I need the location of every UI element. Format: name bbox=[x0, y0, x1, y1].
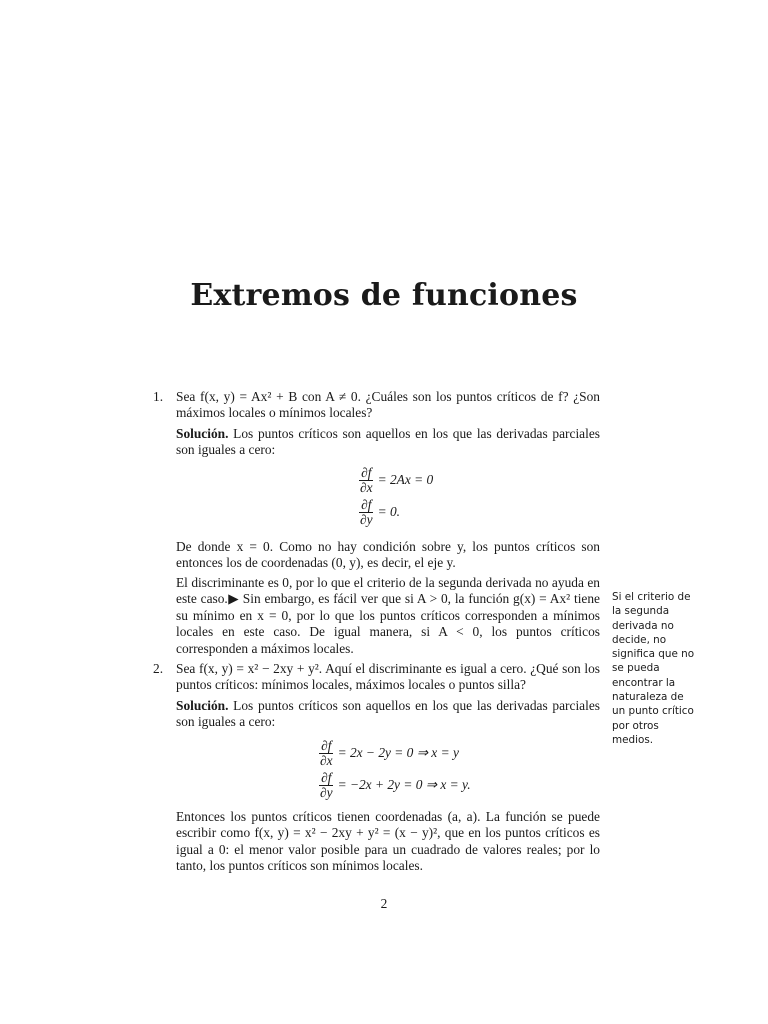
problem-2-equations bbox=[318, 737, 471, 801]
problem-2-solution-label: Solución. bbox=[176, 698, 229, 713]
problem-1-solution-intro: Los puntos críticos son aquellos en los que las derivadas parciales son iguales a cero: bbox=[176, 426, 600, 458]
problem-1-paragraph-3: El discriminante es 0, por lo que el criterio de la segunda derivada no ayuda en este caso.▶ Sin embargo, es fácil ver que si A > 0, la función g(x) = Ax² tiene su mínimo en x = 0, por lo que los puntos críticos corresponden a mínimos locales en este caso. De igual manera, si A < 0, los puntos críticos corresponden a máximos locales. bbox=[176, 575, 600, 656]
problem-1-number: 1. bbox=[153, 389, 164, 404]
problem-2-solution-intro-block bbox=[176, 698, 600, 731]
problem-2-statement-block bbox=[153, 661, 600, 694]
partial-fraction: $\frac{\partial f}{\partial y}$ bbox=[360, 496, 373, 527]
partial-fraction: $\frac{\partial f}{\partial x}$ bbox=[320, 737, 333, 768]
problem-1-statement: Sea f(x, y) = Ax² + B con A ≠ 0. ¿Cuáles son los puntos críticos de f? ¿Son máximos locales o mínimos locales? bbox=[176, 389, 600, 421]
problem-1-equations bbox=[358, 464, 433, 528]
partial-fraction: $\frac{\partial f}{\partial x}$ bbox=[360, 464, 373, 495]
equation-rhs: = −2x + 2y = 0 ⇒ x = y. bbox=[337, 777, 471, 792]
margin-note: Si el criterio de la segunda derivada no decide, no significa que no se pueda encontrar la naturaleza de un punto crítico por otros medios. bbox=[612, 591, 695, 746]
page-number: 2 bbox=[380, 896, 388, 911]
equation-rhs: = 2x − 2y = 0 ⇒ x = y bbox=[337, 745, 459, 760]
problem-2-equation-1 bbox=[318, 737, 471, 769]
equation-rhs: = 2Ax = 0 bbox=[377, 472, 434, 487]
problem-1-equation-1 bbox=[358, 464, 433, 496]
problem-2-number: 2. bbox=[153, 661, 164, 676]
problem-1-statement-block bbox=[153, 389, 600, 422]
problem-1-equation-2 bbox=[358, 496, 433, 528]
partial-fraction: $\frac{\partial f}{\partial y}$ bbox=[320, 769, 333, 800]
problem-1-paragraph-2: De donde x = 0. Como no hay condición sobre y, los puntos críticos son entonces los de coordenadas (0, y), es decir, el eje y. bbox=[176, 539, 600, 571]
problem-1-solution-intro-block bbox=[176, 426, 600, 459]
problem-2-equation-2 bbox=[318, 769, 471, 801]
problem-2-paragraph-2: Entonces los puntos críticos tienen coordenadas (a, a). La función se puede escribir como f(x, y) = x² − 2xy + y² = (x − y)², que en los puntos críticos es igual a 0: el menor valor posible para un cuadrado de valores reales; por lo tanto, los puntos críticos son mínimos locales. bbox=[176, 809, 600, 874]
problem-2-solution-intro: Los puntos críticos son aquellos en los que las derivadas parciales son iguales a cero: bbox=[176, 698, 600, 730]
equation-rhs: = 0. bbox=[377, 504, 400, 519]
problem-1-solution-label: Solución. bbox=[176, 426, 229, 441]
problem-2-statement: Sea f(x, y) = x² − 2xy + y². Aquí el discriminante es igual a cero. ¿Qué son los puntos críticos: mínimos locales, máximos locales o puntos silla? bbox=[176, 661, 600, 693]
page-title: Extremos de funciones bbox=[190, 278, 578, 313]
